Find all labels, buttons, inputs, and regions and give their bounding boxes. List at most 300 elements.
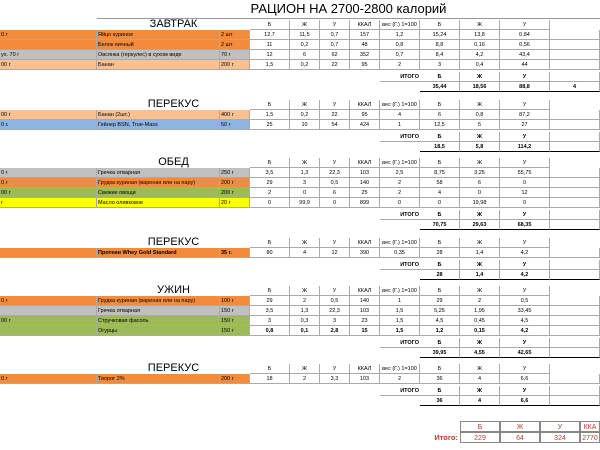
cell-b: Б (250, 238, 290, 248)
cell-b2: Б (420, 72, 460, 82)
meal-title: УЖИН (97, 284, 250, 297)
cell-b: 25 (250, 120, 290, 130)
cell-kk2 (550, 348, 600, 358)
cell-u2: 0,84 (500, 30, 550, 40)
cell-name: Масло оливковое (97, 198, 220, 208)
cell-u: 2,8 (320, 326, 350, 336)
cell-b: Б (250, 100, 290, 110)
itogo-label: ИТОГО (380, 338, 420, 348)
cell-b: 3,5 (250, 168, 290, 178)
cell-zh: Ж (290, 100, 320, 110)
cell-left: 00 г (0, 188, 97, 198)
cell-u2: 6,6 (500, 374, 550, 384)
cell-name: Стручковая фасоль (97, 316, 220, 326)
final-head-b: Б (460, 421, 500, 432)
column-header-row (0, 158, 600, 168)
cell-ves: вес (Г.) 1=100 (380, 158, 420, 168)
cell-name: Овсянка (геркулес) в сухом виде (97, 50, 220, 60)
cell-b2: 6 (420, 110, 460, 120)
cell-kk2 (550, 72, 600, 82)
cell-u: 62 (320, 50, 350, 60)
cell-b: 18 (250, 374, 290, 384)
cell-u2: 4,2 (500, 248, 550, 258)
cell-kk2 (550, 248, 600, 258)
cell-b: 0 (250, 198, 290, 208)
column-header-row (0, 364, 600, 374)
cell-name: Протеин Whey Gold Standard (97, 248, 220, 258)
cell-zh2: 5,8 (460, 142, 500, 152)
food-row (0, 374, 600, 384)
cell-u2: 0,56 (500, 40, 550, 50)
cell-u: 22 (320, 60, 350, 70)
cell-u2: 12 (500, 188, 550, 198)
cell-qty: 2 шт (220, 30, 250, 40)
cell-b2: Б (420, 158, 460, 168)
cell-b2: 36 (420, 374, 460, 384)
final-value-b: 229 (460, 432, 500, 443)
meal-totals-row (0, 348, 600, 358)
cell-name: Яйцо куриное (97, 30, 220, 40)
cell-zh2: 0 (460, 188, 500, 198)
cell-kk2 (550, 270, 600, 280)
cell-name: Грудка куриная (вареная или на пару) (97, 178, 220, 188)
cell-b2: Б (420, 338, 460, 348)
cell-qty: 250 г (220, 168, 250, 178)
cell-qty: 200 г (220, 60, 250, 70)
cell-b2: Б (420, 20, 460, 30)
cell-kkal: ККАЛ (350, 286, 380, 296)
final-head-kkal: ККА (580, 421, 600, 432)
cell-ves: вес (Г.) 1=100 (380, 20, 420, 30)
cell-kk2 (550, 198, 600, 208)
column-header-row (0, 20, 600, 30)
cell-name: Гейнер BSN, True-Mass (97, 120, 220, 130)
column-header-row (0, 100, 600, 110)
cell-u2: 0 (500, 198, 550, 208)
cell-u: У (320, 20, 350, 30)
food-row (0, 198, 600, 208)
cell-name: Гречка отварная (97, 168, 220, 178)
cell-kk2 (550, 396, 600, 406)
cell-u: 6 (320, 188, 350, 198)
cell-left (0, 248, 97, 258)
cell-ves: 1,5 (380, 326, 420, 336)
cell-zh: 2 (290, 296, 320, 306)
cell-zh2: 3,25 (460, 168, 500, 178)
cell-qty: 20 г (220, 198, 250, 208)
cell-b2: 70,75 (420, 220, 460, 230)
cell-u2: 44 (500, 60, 550, 70)
cell-u: У (320, 158, 350, 168)
food-row (0, 296, 600, 306)
cell-kkal: 103 (350, 306, 380, 316)
final-value-u: 324 (540, 432, 580, 443)
cell-kkal: 103 (350, 374, 380, 384)
cell-kk2 (550, 110, 600, 120)
cell-zh2: 0,45 (460, 316, 500, 326)
cell-u2: 42,65 (500, 348, 550, 358)
meal-totals-row (0, 396, 600, 406)
cell-b2: 35,44 (420, 82, 460, 92)
cell-name: Банан (97, 60, 220, 70)
food-row (0, 60, 600, 70)
cell-name: Огурцы (97, 326, 220, 336)
cell-left: 00 г (0, 60, 97, 70)
food-row (0, 110, 600, 120)
cell-kkal: ККАЛ (350, 100, 380, 110)
cell-zh: 6 (290, 50, 320, 60)
cell-b2: 8,4 (420, 50, 460, 60)
cell-u2: У (500, 386, 550, 396)
food-row (0, 50, 600, 60)
cell-kk2 (550, 260, 600, 270)
cell-zh: Ж (290, 238, 320, 248)
cell-u2: 114,2 (500, 142, 550, 152)
cell-name: Гречка отварная (97, 306, 220, 316)
itogo-label: ИТОГО (380, 260, 420, 270)
cell-zh2: Ж (460, 20, 500, 30)
cell-zh2: 4 (460, 374, 500, 384)
cell-b2: 4,5 (420, 316, 460, 326)
cell-zh2: 0,15 (460, 326, 500, 336)
cell-left: 0 г. (0, 120, 97, 130)
cell-u2: 55,75 (500, 168, 550, 178)
cell-zh: 0,1 (290, 326, 320, 336)
cell-u: 54 (320, 120, 350, 130)
cell-ves: 1 (380, 120, 420, 130)
cell-ves: 1,5 (380, 306, 420, 316)
cell-qty: 200 г (220, 188, 250, 198)
final-totals-row (0, 432, 600, 444)
cell-left: г (0, 198, 97, 208)
cell-zh2: 19,98 (460, 198, 500, 208)
cell-u: 12 (320, 248, 350, 258)
cell-u: 22,3 (320, 306, 350, 316)
cell-b2: 28 (420, 270, 460, 280)
cell-u: 0,7 (320, 40, 350, 50)
cell-u: У (320, 100, 350, 110)
food-row (0, 316, 600, 326)
cell-qty: 2 шт (220, 40, 250, 50)
cell-left (0, 40, 97, 50)
cell-u2: 68,35 (500, 220, 550, 230)
cell-qty: 150 г (220, 316, 250, 326)
cell-kk2 (550, 326, 600, 336)
cell-u2: 0,5 (500, 296, 550, 306)
cell-zh2: 6 (460, 178, 500, 188)
cell-kk2 (550, 374, 600, 384)
cell-zh2: Ж (460, 72, 500, 82)
cell-zh2: Ж (460, 158, 500, 168)
cell-ves: 4 (380, 110, 420, 120)
cell-qty: 50 г (220, 120, 250, 130)
cell-b2: 28 (420, 248, 460, 258)
cell-u2: У (500, 210, 550, 220)
cell-u2: У (500, 100, 550, 110)
cell-zh: 10 (290, 120, 320, 130)
meal-totals-row (0, 142, 600, 152)
cell-zh: 0 (290, 188, 320, 198)
cell-kkal: 424 (350, 120, 380, 130)
cell-b2: 58 (420, 178, 460, 188)
cell-kk2 (550, 120, 600, 130)
cell-ves: 2 (380, 178, 420, 188)
cell-kkal: ККАЛ (350, 364, 380, 374)
cell-zh: Ж (290, 286, 320, 296)
cell-b: Б (250, 286, 290, 296)
final-head-u: У (540, 421, 580, 432)
cell-b: 1,5 (250, 110, 290, 120)
cell-left: 0 г (0, 30, 97, 40)
cell-b: 12 (250, 50, 290, 60)
cell-ves: 2,5 (380, 168, 420, 178)
final-value-kkal: 2770 (580, 432, 600, 443)
food-row (0, 326, 600, 336)
itogo-header-row (0, 386, 600, 396)
cell-kkal: 95 (350, 60, 380, 70)
cell-b: Б (250, 158, 290, 168)
cell-qty: 100 г (220, 296, 250, 306)
cell-b: 12,7 (250, 30, 290, 40)
cell-kkal: 103 (350, 168, 380, 178)
cell-zh2: 4,2 (460, 50, 500, 60)
cell-u2: 33,45 (500, 306, 550, 316)
meal-title: ПЕРЕКУС (97, 98, 250, 111)
column-header-row (0, 286, 600, 296)
cell-u2: У (500, 72, 550, 82)
final-value-zh: 64 (500, 432, 540, 443)
meal-totals-row (0, 220, 600, 230)
cell-zh2: Ж (460, 364, 500, 374)
cell-b2: 1,2 (420, 326, 460, 336)
itogo-header-row (0, 132, 600, 142)
cell-zh: 0,2 (290, 60, 320, 70)
cell-zh2: 4,55 (460, 348, 500, 358)
cell-qty: 70 г (220, 50, 250, 60)
cell-name: Творог 2% (97, 374, 220, 384)
cell-b: Б (250, 364, 290, 374)
cell-kkal: 899 (350, 198, 380, 208)
cell-ves: вес (Г.) 1=100 (380, 364, 420, 374)
cell-b: 2 (250, 188, 290, 198)
cell-ves: 2 (380, 60, 420, 70)
cell-b: 3,5 (250, 306, 290, 316)
cell-kkal: 390 (350, 248, 380, 258)
cell-b: 0,8 (250, 326, 290, 336)
food-row (0, 30, 600, 40)
cell-zh: Ж (290, 364, 320, 374)
cell-u: У (320, 364, 350, 374)
cell-zh2: Ж (460, 100, 500, 110)
cell-ves: 0,35 (380, 248, 420, 258)
cell-u2: У (500, 364, 550, 374)
cell-kkal: ККАЛ (350, 238, 380, 248)
cell-kkal: 140 (350, 296, 380, 306)
cell-b2: 5,25 (420, 306, 460, 316)
cell-b2: 3 (420, 60, 460, 70)
cell-qty: 200 г (220, 374, 250, 384)
cell-b2: Б (420, 132, 460, 142)
cell-kk2 (550, 316, 600, 326)
cell-ves: 0,7 (380, 50, 420, 60)
cell-u2: 0 (500, 178, 550, 188)
cell-b2: Б (420, 100, 460, 110)
cell-b: 80 (250, 248, 290, 258)
cell-kk2 (550, 142, 600, 152)
cell-zh2: Ж (460, 260, 500, 270)
cell-ves: вес (Г.) 1=100 (380, 286, 420, 296)
cell-ves: вес (Г.) 1=100 (380, 100, 420, 110)
cell-left (0, 306, 97, 316)
cell-left (0, 326, 97, 336)
cell-u: 3,3 (320, 374, 350, 384)
cell-zh: 0,3 (290, 316, 320, 326)
cell-zh2: Ж (460, 238, 500, 248)
cell-left: 0 г (0, 178, 97, 188)
cell-zh2: 0,4 (460, 60, 500, 70)
cell-zh2: 1,4 (460, 270, 500, 280)
cell-zh2: 4 (460, 396, 500, 406)
food-row (0, 306, 600, 316)
cell-b2: 39,95 (420, 348, 460, 358)
cell-zh: 1,3 (290, 306, 320, 316)
cell-kk2 (550, 60, 600, 70)
cell-u2: У (500, 132, 550, 142)
cell-kkal: 352 (350, 50, 380, 60)
food-row (0, 168, 600, 178)
cell-zh: 2 (290, 374, 320, 384)
itogo-header-row (0, 260, 600, 270)
food-row (0, 188, 600, 198)
cell-kk2 (550, 30, 600, 40)
cell-left: 0 г (0, 168, 97, 178)
cell-ves: 0 (380, 198, 420, 208)
cell-zh: Ж (290, 158, 320, 168)
cell-b2: 15,24 (420, 30, 460, 40)
cell-kk2 (550, 210, 600, 220)
cell-b2: Б (420, 210, 460, 220)
cell-qty: 200 г (220, 178, 250, 188)
cell-zh2: 5 (460, 120, 500, 130)
cell-kkal: 95 (350, 110, 380, 120)
cell-zh: 0,2 (290, 40, 320, 50)
cell-kkal: 48 (350, 40, 380, 50)
cell-b2: 29 (420, 296, 460, 306)
cell-ves: 0,8 (380, 40, 420, 50)
cell-kk2: 4 (550, 82, 600, 92)
cell-kk2 (550, 306, 600, 316)
cell-u: 0 (320, 198, 350, 208)
cell-kk2 (550, 50, 600, 60)
cell-zh: 1,3 (290, 168, 320, 178)
cell-kkal: 140 (350, 178, 380, 188)
cell-u2: 6,6 (500, 396, 550, 406)
cell-name: Свежие овощи (97, 188, 220, 198)
cell-u2: У (500, 158, 550, 168)
cell-b2: Б (420, 260, 460, 270)
cell-zh2: 1,4 (460, 248, 500, 258)
cell-b2: 12,5 (420, 120, 460, 130)
cell-zh2: 0,16 (460, 40, 500, 50)
meal-title: ОБЕД (97, 156, 250, 169)
itogo-header-row (0, 210, 600, 220)
cell-u2: У (500, 338, 550, 348)
cell-u2: 27 (500, 120, 550, 130)
cell-ves: вес (Г.) 1=100 (380, 238, 420, 248)
cell-kkal: ККАЛ (350, 20, 380, 30)
cell-u: 22,3 (320, 168, 350, 178)
column-header-row (0, 238, 600, 248)
itogo-header-row (0, 338, 600, 348)
cell-ves: 2 (380, 188, 420, 198)
cell-zh: 0,2 (290, 110, 320, 120)
cell-zh2: 29,63 (460, 220, 500, 230)
food-row (0, 178, 600, 188)
cell-u2: 87,2 (500, 110, 550, 120)
cell-kkal: 25 (350, 188, 380, 198)
itogo-label: ИТОГО (380, 72, 420, 82)
cell-zh2: Ж (460, 210, 500, 220)
cell-b: 3 (250, 316, 290, 326)
cell-qty: 400 г (220, 110, 250, 120)
cell-zh: 99,9 (290, 198, 320, 208)
cell-u: 0,7 (320, 30, 350, 40)
cell-kk2 (550, 296, 600, 306)
cell-kk2 (550, 338, 600, 348)
food-row (0, 120, 600, 130)
cell-kkal: 157 (350, 30, 380, 40)
cell-ves: 2 (380, 374, 420, 384)
final-itogo-label: Итого: (434, 433, 458, 442)
itogo-label: ИТОГО (380, 386, 420, 396)
cell-zh2: 2 (460, 296, 500, 306)
cell-kkal: 23 (350, 316, 380, 326)
food-row (0, 40, 600, 50)
cell-u: 0,5 (320, 178, 350, 188)
cell-ves: 1,2 (380, 30, 420, 40)
cell-qty: 150 г (220, 306, 250, 316)
cell-kk2 (550, 40, 600, 50)
cell-ves: 1,5 (380, 316, 420, 326)
cell-u2: 88,8 (500, 82, 550, 92)
cell-left: 00 г (0, 316, 97, 326)
cell-b2: 36 (420, 396, 460, 406)
cell-b2: 8,8 (420, 40, 460, 50)
cell-kk2 (550, 188, 600, 198)
cell-left: 00 г (0, 110, 97, 120)
cell-left: 0 г (0, 374, 97, 384)
cell-kk2 (550, 220, 600, 230)
cell-b: Б (250, 20, 290, 30)
cell-u: 22 (320, 110, 350, 120)
cell-zh2: 18,56 (460, 82, 500, 92)
cell-qty: 35 г. (220, 248, 250, 258)
itogo-header-row (0, 72, 600, 82)
cell-u2: У (500, 286, 550, 296)
cell-u2: 4,5 (500, 316, 550, 326)
cell-b2: 8,75 (420, 168, 460, 178)
cell-kk2 (550, 132, 600, 142)
cell-u2: 4,2 (500, 270, 550, 280)
meal-totals-row (0, 270, 600, 280)
cell-u: 3 (320, 316, 350, 326)
cell-name: Белок яичный (97, 40, 220, 50)
meal-totals-row (0, 82, 600, 92)
cell-kkal: 15 (350, 326, 380, 336)
cell-name: Банан (2шт.) (97, 110, 220, 120)
itogo-label: ИТОГО (380, 132, 420, 142)
cell-u: 0,5 (320, 296, 350, 306)
